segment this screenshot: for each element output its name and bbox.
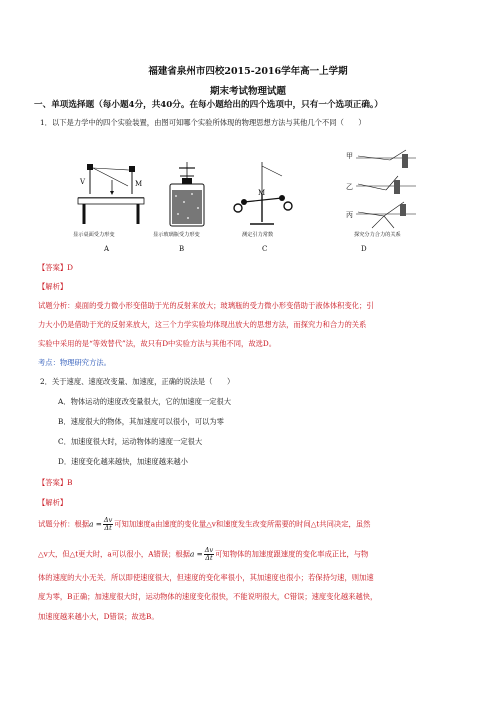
section-heading: 一、单项选择题（每小题4分，共40分。在每小题给出的四个选项中，只有一个选项正确。） xyxy=(34,100,383,110)
figure-b-caption: 显示玻璃瓶受力形变 xyxy=(153,232,200,238)
formula-fraction xyxy=(103,517,113,532)
q1-point: 考点：物理研究方法。 xyxy=(38,358,111,367)
doc-subtitle: 期末考试物理试题 xyxy=(209,86,286,97)
q2-analysis-line-3: 体的速度的大小无关．所以即使速度很大，但速度的变化率很小，其加速度也很小；若保持匀速，则加速 xyxy=(38,573,374,582)
q1-analysis-line-3: 实验中采用的是“等效替代”法，故只有D中实验方法与其他不同，故选D。 xyxy=(38,339,277,348)
label-bing: 丙 xyxy=(346,211,353,219)
figure-letter-d: D xyxy=(361,245,367,253)
label-v: V xyxy=(80,178,86,186)
figure-a-desk xyxy=(72,158,152,230)
label-m-c: M xyxy=(258,189,266,197)
label-m: M xyxy=(135,180,143,188)
formula-lhs-2: a = xyxy=(189,549,203,559)
formula-numerator-2: Δv xyxy=(204,546,214,554)
q1-analysis-line-1: 试题分析：桌面的受力微小形变借助于光的反射来放大；玻璃瓶的受力微小形变借助于液体体积变化；引 xyxy=(38,301,374,310)
formula-denominator-2: Δt xyxy=(205,554,213,562)
figure-c-caption: 测定引力常数 xyxy=(242,232,274,238)
label-jia: 甲 xyxy=(346,152,353,160)
q2-analysis-label: 【解析】 xyxy=(38,498,68,507)
figure-a-caption: 显示桌面受力形变 xyxy=(73,232,115,238)
figure-letter-a: A xyxy=(104,245,110,253)
figure-letter-b: B xyxy=(179,245,185,253)
figure-d-caption: 探究分力合力的关系 xyxy=(354,232,401,238)
formula-numerator: Δv xyxy=(103,516,113,524)
q2-analysis-l2-post: 可知物体的加速度跟速度的变化率成正比，与物 xyxy=(215,549,369,559)
formula-lhs: a = xyxy=(89,519,102,529)
figure-letter-c: C xyxy=(262,245,268,253)
q2-analysis-l2-pre: △v大，但△t更大时，a可以很小，A错误；根据 xyxy=(38,549,190,559)
q2-analysis-l1-post: 可知加速度a由速度的变化量△v和速度发生改变所需要的时间△t共同决定，虽然 xyxy=(114,519,371,529)
figure-d-force-board xyxy=(350,146,420,230)
q2-analysis-line-5: 加速度越来越小大，D错误；故选B。 xyxy=(38,612,159,621)
figure-b-bottle xyxy=(162,158,212,230)
q1-analysis-label: 【解析】 xyxy=(38,282,68,291)
q2-analysis-line-2 xyxy=(38,547,368,562)
q2-option-a: A．物体运动的速度改变量很大，它的加速度一定很大 xyxy=(58,397,232,406)
q2-option-d: D．速度变化越来越快，加速度越来越小 xyxy=(58,457,188,466)
q2-answer: 【答案】B xyxy=(38,478,73,487)
q2-option-b: B．速度很大的物体，其加速度可以很小，可以为零 xyxy=(58,417,224,426)
formula-fraction-2 xyxy=(204,547,214,562)
q1-stem: 1．以下是力学中的四个实验装置，由图可知哪个实验所体现的物理思想方法与其他几个不同（ ） xyxy=(40,118,366,127)
q2-stem: 2．关于速度、速度改变量、加速度，正确的说法是（ ） xyxy=(40,377,235,386)
formula-denominator: Δt xyxy=(104,524,112,532)
q2-analysis-line-4: 度为零，B正确；加速度很大时，运动物体的速度变化很快，不能说明很大，C错误；速度变化越来越快， xyxy=(38,592,378,601)
q2-analysis-line-1 xyxy=(38,517,370,532)
doc-title: 福建省泉州市四校2015-2016学年高一上学期 xyxy=(148,66,348,77)
q1-analysis-line-2: 力大小仍是借助于光的反射来放大，这三个力学实验均体现出放大的思想方法，而探究力和合力的关系 xyxy=(38,320,367,329)
q2-option-c: C．加速度很大时，运动物体的速度一定很大 xyxy=(58,437,203,446)
q1-answer: 【答案】D xyxy=(38,263,74,272)
label-yi: 乙 xyxy=(346,183,353,191)
q2-analysis-l1-pre: 试题分析：根据 xyxy=(38,519,90,529)
